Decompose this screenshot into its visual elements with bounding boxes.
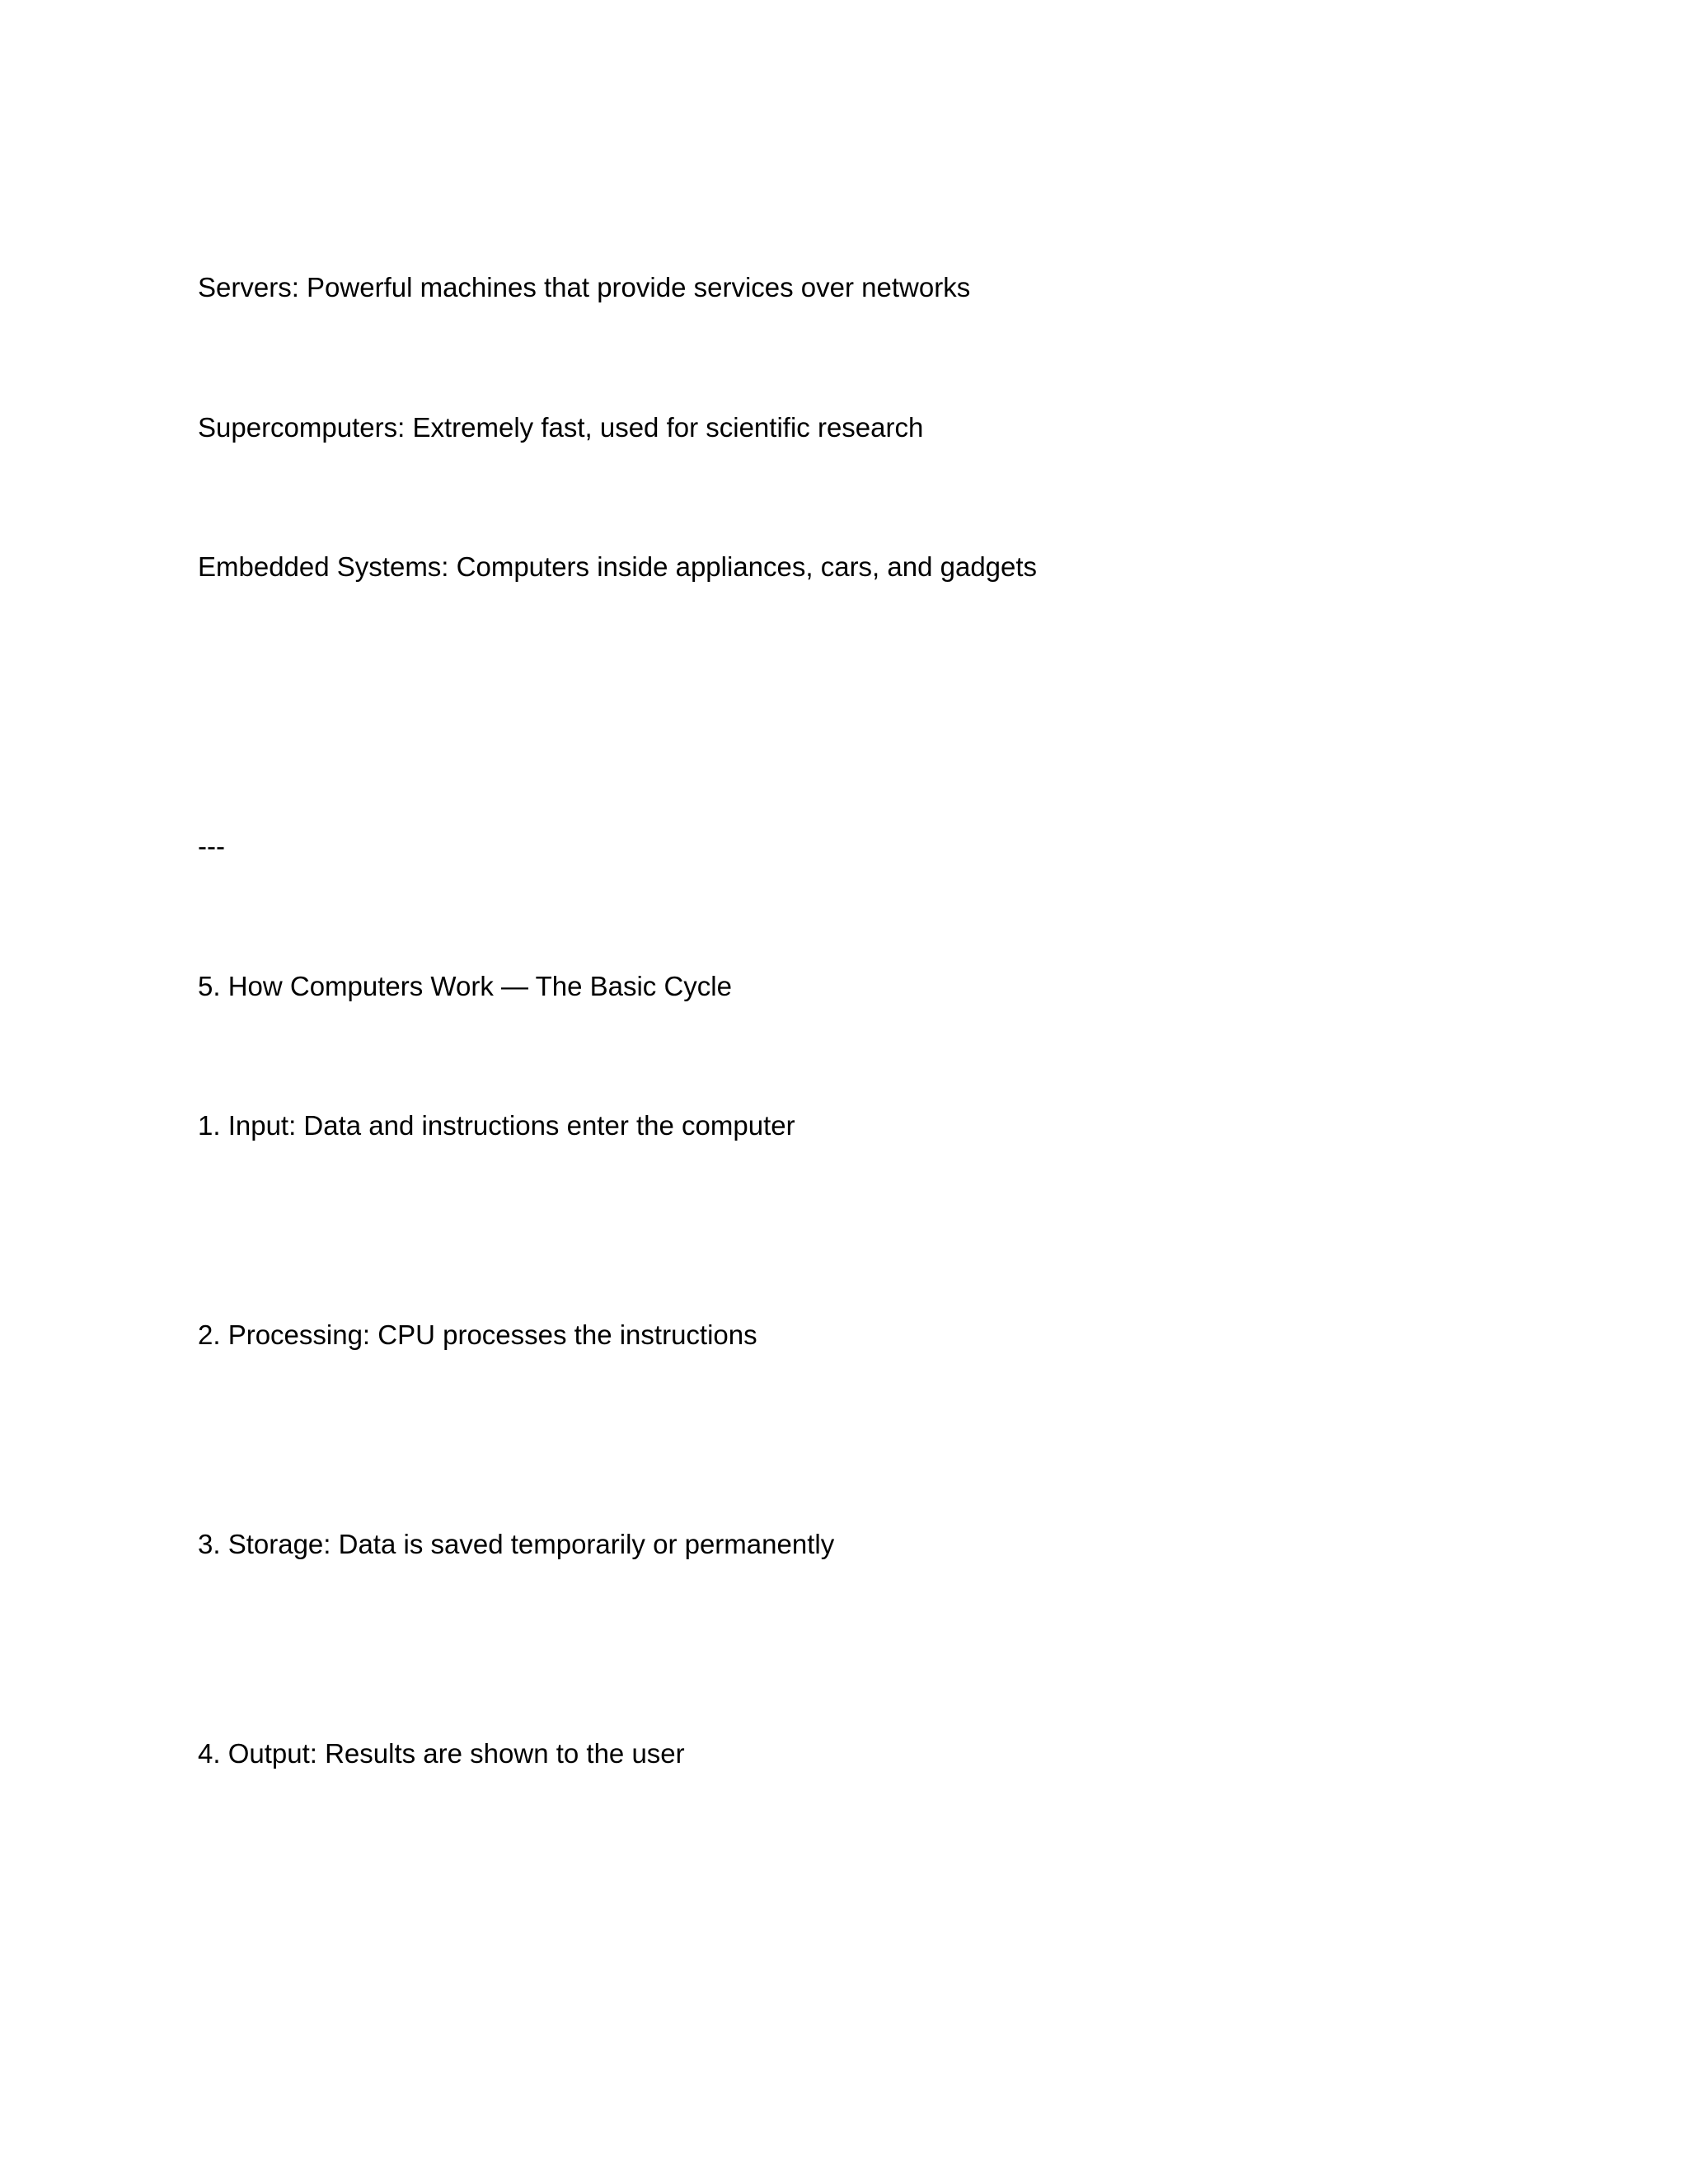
list-item-storage: 3. Storage: Data is saved temporarily or permanently — [198, 1529, 835, 1559]
list-item-output: 4. Output: Results are shown to the user — [198, 1738, 685, 1769]
text-line-servers: Servers: Powerful machines that provide services over networks — [198, 272, 971, 302]
text-line-embedded-systems: Embedded Systems: Computers inside appliances, cars, and gadgets — [198, 551, 1038, 582]
section-heading: 5. How Computers Work — The Basic Cycle — [198, 971, 732, 1001]
separator-text: --- — [198, 831, 225, 861]
list-item-input: 1. Input: Data and instructions enter the computer — [198, 1110, 795, 1141]
text-line-supercomputers: Supercomputers: Extremely fast, used for scientific research — [198, 412, 924, 443]
list-item-processing: 2. Processing: CPU processes the instructions — [198, 1319, 757, 1350]
